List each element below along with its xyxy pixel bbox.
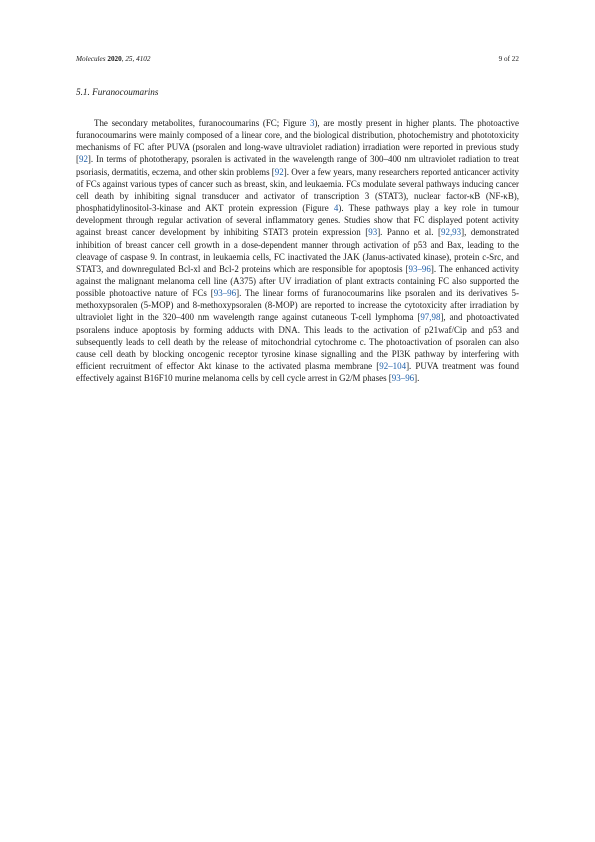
citation-link[interactable]: 93–96 xyxy=(213,288,237,299)
running-header xyxy=(76,55,519,64)
paragraph-text: ]. The enhanced activity against the malignant melanoma cell line (A375) after UV irradiation of plant extracts containing FC also supported the possible photoactive nature of FCs [ xyxy=(76,263,519,299)
paragraph-text: ]. Panno et al. [ xyxy=(377,227,441,238)
body-paragraph xyxy=(76,117,519,384)
citation-link[interactable]: 92 xyxy=(78,154,88,165)
paragraph-text: ], and photoactivated psoralens induce apoptosis by forming adducts with DNA. This leads to the activation of p21waf/Cip and p53 and subsequently leads to cell death by the release of mitochondrial cytochrome c. The photoactivation of psoralen can also cause cell death by blocking oncogenic receptor tyrosine kinase signalling and the PI3K pathway by interfering with efficient recruitment of effector Akt kinase to the activated plasma membrane [ xyxy=(76,312,519,372)
paragraph-text: ]. PUVA treatment was found effectively against B16F10 murine melanoma cells by cell cycle arrest in G2/M phases [ xyxy=(76,361,519,384)
journal-name: Molecules xyxy=(76,55,106,63)
citation-link[interactable]: 93–96 xyxy=(408,263,431,274)
citation-link[interactable]: 92,93 xyxy=(441,227,462,238)
journal-year: 2020 xyxy=(107,55,122,63)
citation-link[interactable]: 93–96 xyxy=(391,373,415,384)
paragraph-text: ], demonstrated inhibition of breast cancer cell growth in a dose-dependent manner through activation of p53 and Bax, leading to the cleavage of caspase 9. In contrast, in leukaemia cells, FC inactivated the JAK (Janus-activated kinase), protein c-Src, and STAT3, and downregulated Bcl-xl and Bcl-2 proteins which are responsible for apoptosis [ xyxy=(76,227,520,274)
paragraph-text: The secondary metabolites, furanocoumarins (FC; Figure xyxy=(94,117,310,128)
page-number: 9 of 22 xyxy=(498,55,519,63)
journal-citation xyxy=(76,55,150,64)
citation-link[interactable]: 92 xyxy=(274,166,284,177)
paragraph-text: ]. In terms of phototherapy, psoralen is activated in the wavelength range of 300–400 nm ultraviolet radiation to treat psoriasis, dermatitis, eczema, and other skin problems [ xyxy=(76,154,519,177)
paragraph-text: ]. Over a few years, many researchers reported anticancer activity of FCs against various types of cancer such as breast, skin, and leukaemia. FCs modulate several pathways inducing cancer cell death by inhibiting signal transducer and activator of transcription 3 (STAT3), nuclear factor-κB (NF-κB), phosphatidylinositol-3-kinase and AKT protein expression (Figure xyxy=(76,166,520,214)
citation-link[interactable]: 93 xyxy=(368,227,378,238)
citation-link[interactable]: 4 xyxy=(333,203,339,214)
section-heading: 5.1. Furanocoumarins xyxy=(76,87,159,97)
paragraph-text: ]. The linear forms of furanocoumarins like psoralen and its derivatives 5-methoxypsoralen (5-MOP) and 8-methoxypsoralen (8-MOP) are reported to increase the cytotoxicity after irradiation by ultraviolet light in the 320–400 nm wavelength range against cutaneous T-cell lymphoma [ xyxy=(76,288,520,323)
paragraph-text: ]. xyxy=(414,373,420,384)
citation-link[interactable]: 97,98 xyxy=(420,312,441,323)
paragraph-text: ). These pathways play a key role in tumour development through regular activation of several inflammatory genes. Studies show that FC displayed potent activity against breast cancer development by inhibiting STAT3 protein expression [ xyxy=(76,203,519,238)
citation-link[interactable]: 3 xyxy=(309,117,315,128)
citation-link[interactable]: 92–104 xyxy=(379,361,407,372)
paragraph-text: ), are mostly present in higher plants. The photoactive furanocoumarins were mainly composed of a linear core, and the biological distribution, photochemistry and phototoxicity mechanisms of FC after PUVA (psoralen and long-wave ultraviolet radiation) irradiation were reported in previous study [ xyxy=(76,117,519,165)
journal-volume: , 25, 4102 xyxy=(121,55,151,63)
